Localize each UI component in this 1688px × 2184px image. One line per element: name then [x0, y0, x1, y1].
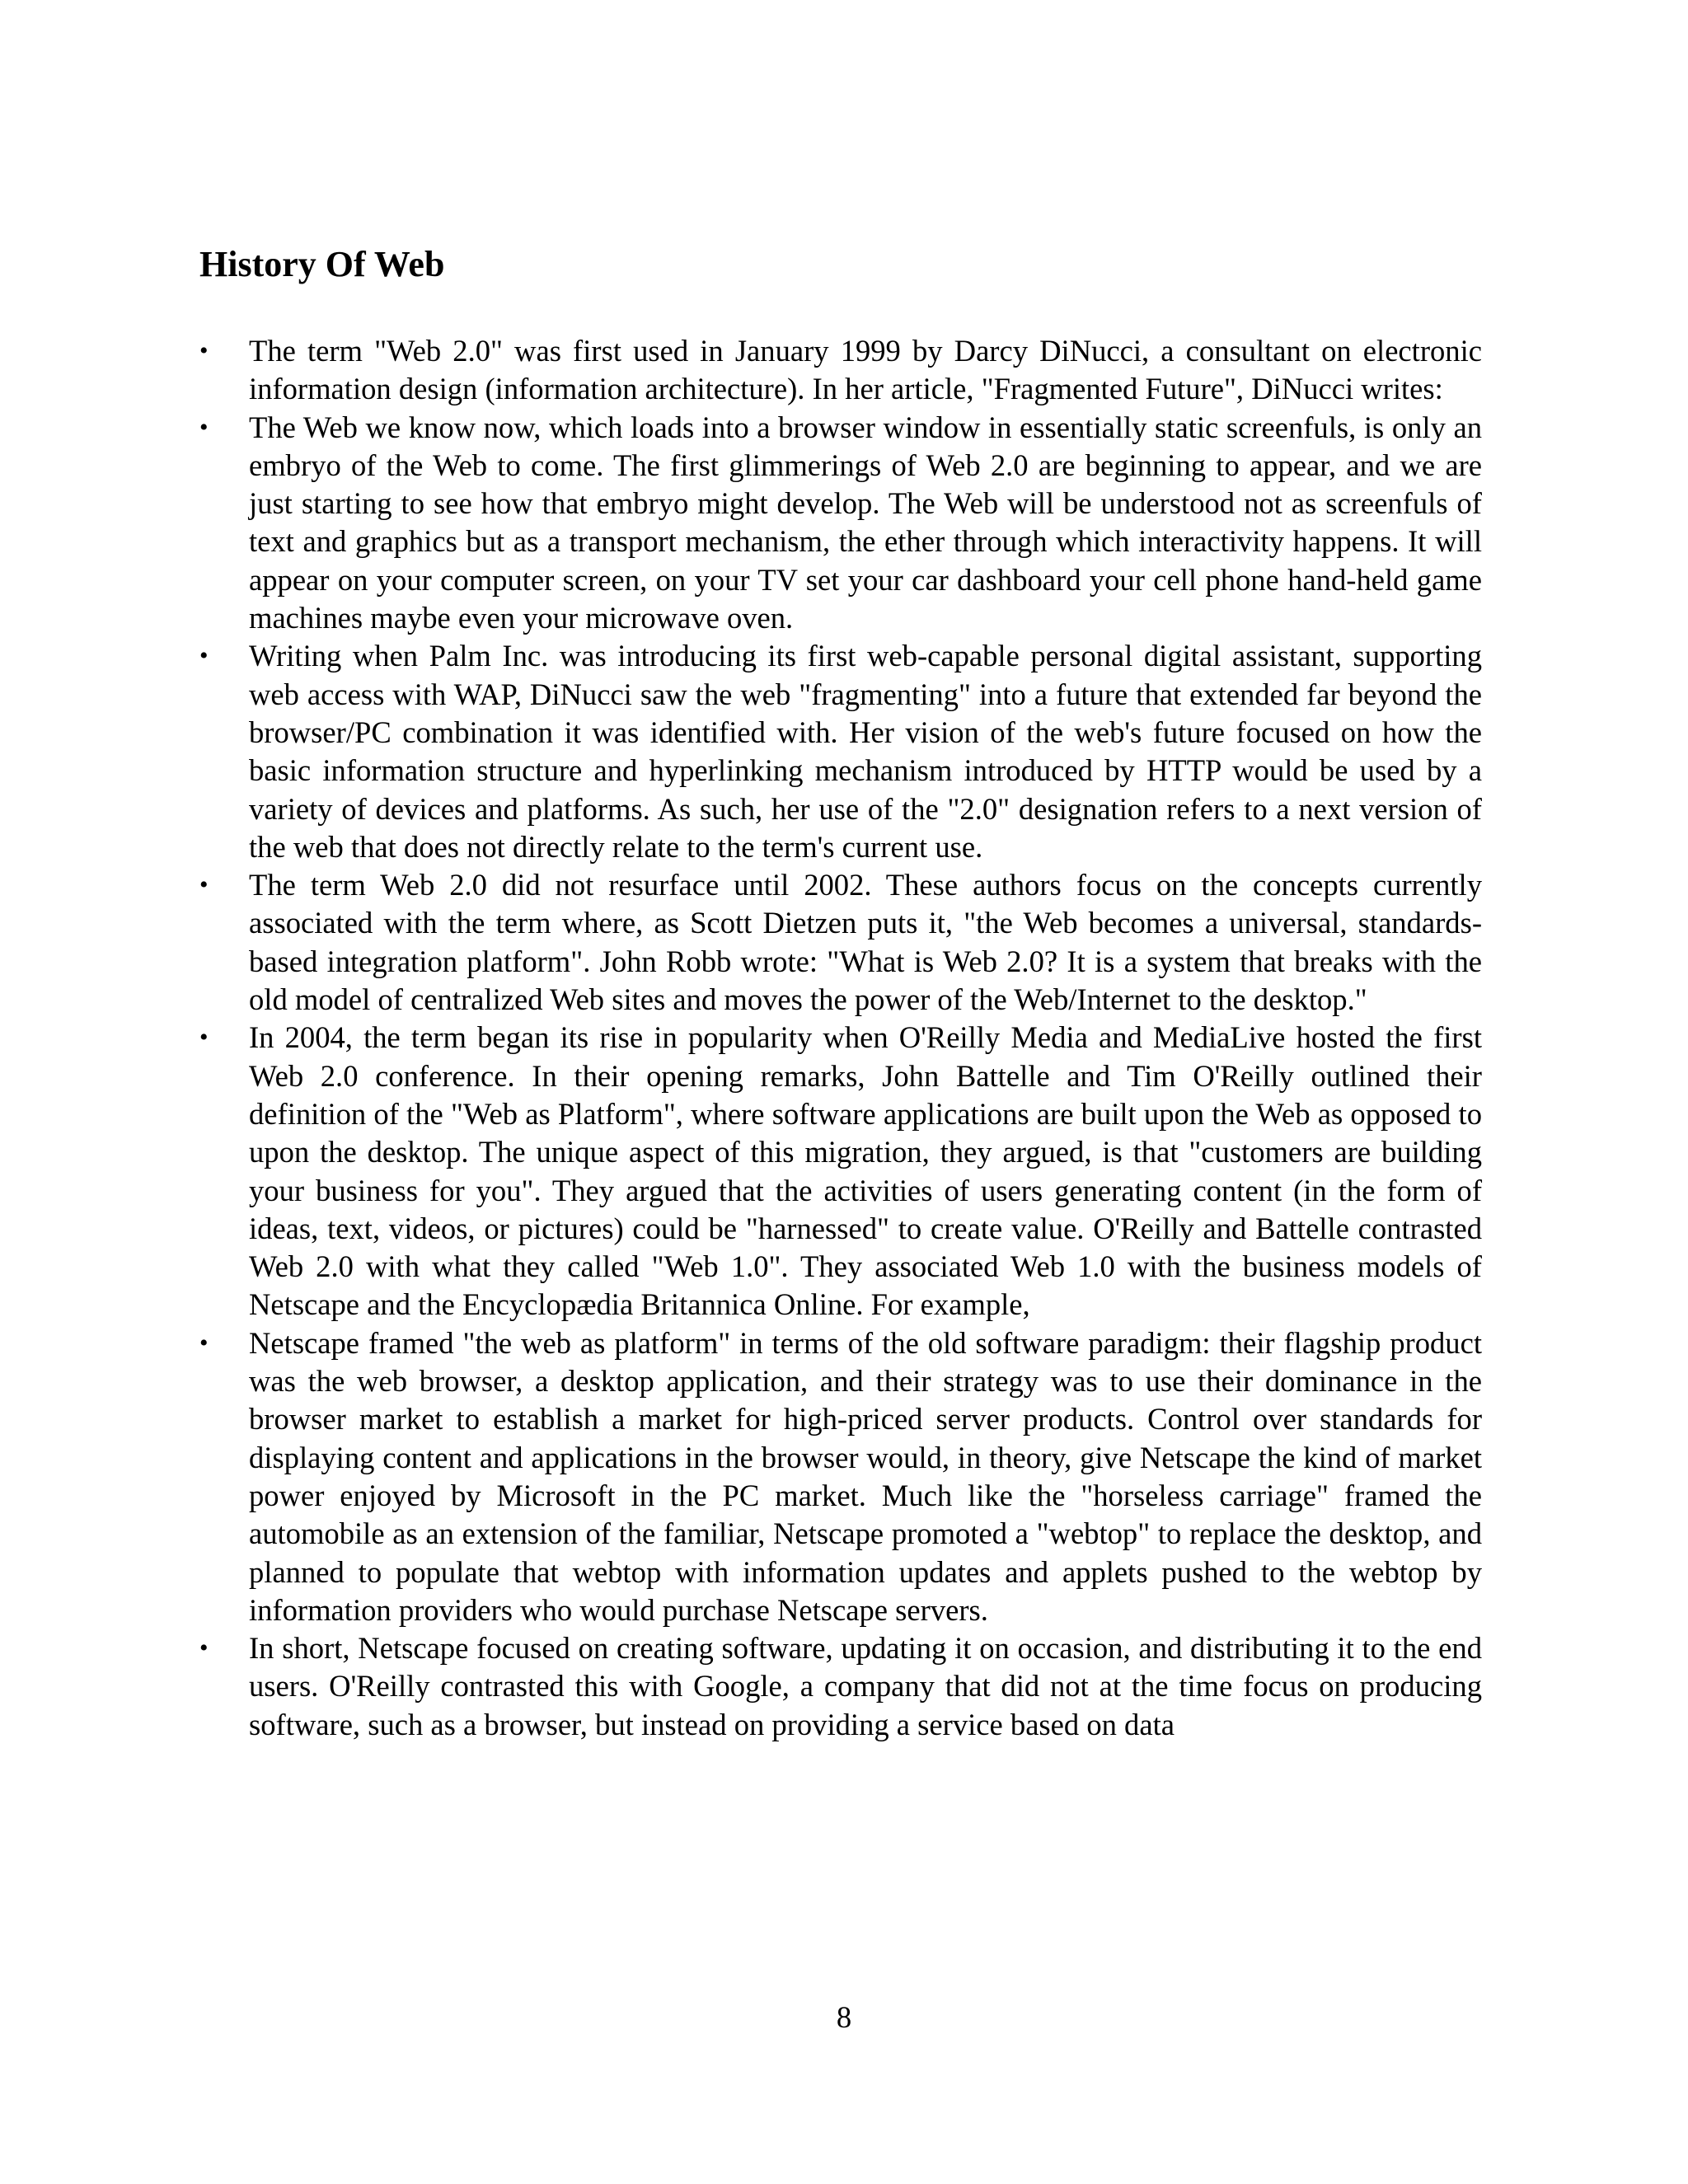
- bullet-text: In short, Netscape focused on creating software, updating it on occasion, and distributing it to the end users. O'Reilly contrasted this with Google, a company that did not at the time focus on producing software, such as a browser, but instead on providing a service based on data: [249, 1631, 1482, 1741]
- bullet-icon: •: [199, 413, 209, 441]
- bullet-text: The term "Web 2.0" was first used in January 1999 by Darcy DiNucci, a consultant on electronic information design (information architecture). In her article, "Fragmented Future", DiNucci writes:: [249, 334, 1482, 406]
- list-item: [199, 332, 1482, 409]
- page-number: 8: [836, 2000, 852, 2034]
- bullet-icon: •: [199, 337, 209, 364]
- bullet-text: Netscape framed "the web as platform" in terms of the old software paradigm: their flagship product was the web browser, a desktop application, and their strategy was to use their dominance in the browser market to establish a market for high-priced server products. Control over standards for displaying content and applications in the browser would, in theory, give Netscape the kind of market power enjoyed by Microsoft in the PC market. Much like the "horseless carriage" framed the automobile as an extension of the familiar, Netscape promoted a "webtop" to replace the desktop, and planned to populate that webtop with information updates and applets pushed to the webtop by information providers who would purchase Netscape servers.: [249, 1325, 1482, 1627]
- list-item: [199, 637, 1482, 866]
- bullet-list: [199, 332, 1482, 1744]
- bullet-text: The term Web 2.0 did not resurface until 2002. These authors focus on the concepts currently associated with the term where, as Scott Dietzen puts it, "the Web becomes a universal, standards-based integration platform". John Robb wrote: "What is Web 2.0? It is a system that breaks with the old model of centralized Web sites and moves the power of the Web/Internet to the desktop.": [249, 868, 1482, 1017]
- list-item: [199, 866, 1482, 1019]
- list-item: [199, 1324, 1482, 1629]
- bullet-icon: •: [199, 871, 209, 899]
- bullet-text: In 2004, the term began its rise in popularity when O'Reilly Media and MediaLive hosted the first Web 2.0 conference. In their opening remarks, John Battelle and Tim O'Reilly outlined their definition of the "Web as Platform", where software applications are built upon the Web as opposed to upon the desktop. The unique aspect of this migration, they argued, is that "customers are building your business for you". They argued that the activities of users generating content (in the form of ideas, text, videos, or pictures) could be "harnessed" to create value. O'Reilly and Battelle contrasted Web 2.0 with what they called "Web 1.0". They associated Web 1.0 with the business models of Netscape and the Encyclopædia Britannica Online. For example,: [249, 1020, 1482, 1322]
- bullet-icon: •: [199, 642, 209, 670]
- list-item: [199, 1629, 1482, 1744]
- bullet-text: Writing when Palm Inc. was introducing its first web-capable personal digital assistant, supporting web access with WAP, DiNucci saw the web "fragmenting" into a future that extended far beyond the browser/PC combination it was identified with. Her vision of the web's future focused on how the basic information structure and hyperlinking mechanism introduced by HTTP would be used by a variety of devices and platforms. As such, her use of the "2.0" designation refers to a next version of the web that does not directly relate to the term's current use.: [249, 639, 1482, 864]
- page-heading: History Of Web: [199, 244, 445, 284]
- bullet-icon: •: [199, 1634, 209, 1662]
- list-item: [199, 409, 1482, 638]
- bullet-icon: •: [199, 1329, 209, 1357]
- bullet-text: The Web we know now, which loads into a browser window in essentially static screenfuls, is only an embryo of the Web to come. The first glimmerings of Web 2.0 are beginning to appear, and we are just starting to see how that embryo might develop. The Web will be understood not as screenfuls of text and graphics but as a transport mechanism, the ether through which interactivity happens. It will appear on your computer screen, on your TV set your car dashboard your cell phone hand-held game machines maybe even your microwave oven.: [249, 410, 1482, 635]
- bullet-icon: •: [199, 1024, 209, 1052]
- list-item: [199, 1019, 1482, 1324]
